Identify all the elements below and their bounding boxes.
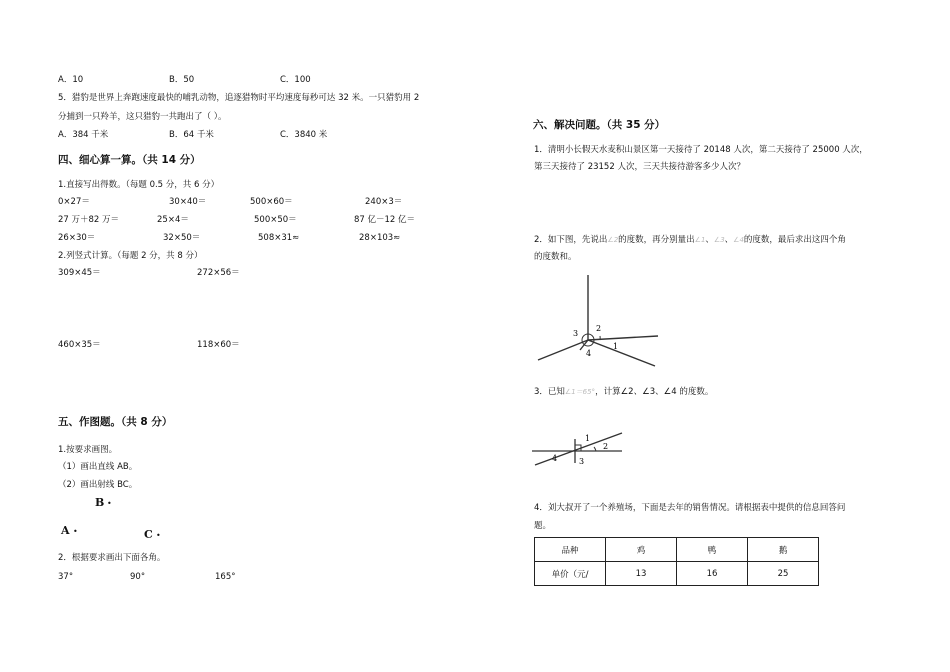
point-a-label: A xyxy=(61,524,70,537)
section5-title: 五、作图题。（共 8 分） xyxy=(58,416,173,428)
table-cell: 13 xyxy=(606,562,677,586)
q4-option-c: C．100 xyxy=(280,75,311,85)
vertical-calc: 118×60＝ xyxy=(197,340,240,350)
fig1-label-2: 2 xyxy=(596,324,602,333)
q1-line1: 1．清明小长假天水麦积山景区第一天接待了 20148 人次，第二天接待了 25000 人次， xyxy=(534,145,868,155)
table-header-cell: 品种 xyxy=(535,538,606,562)
calc-cell: 240×3＝ xyxy=(365,197,403,207)
table-row xyxy=(535,562,819,586)
calc-cell: 26×30＝ xyxy=(58,233,96,243)
fig2-label-1: 1 xyxy=(585,434,591,443)
q5-text-line2: 分捕到一只羚羊，这只猎豹一共跑出了（ ）。 xyxy=(58,112,227,122)
sales-table xyxy=(534,537,819,586)
angle-37: 37° xyxy=(58,572,74,582)
section4-q2: 2.列竖式计算。（每题 2 分，共 8 分） xyxy=(58,251,203,261)
section5-q1a: （1）画出直线 AB。 xyxy=(58,462,138,472)
angle-figure-1 xyxy=(530,270,670,370)
table-header-row xyxy=(535,538,819,562)
angle-figure-2 xyxy=(530,425,630,475)
calc-cell: 500×50＝ xyxy=(254,215,297,225)
calc-cell: 32×50＝ xyxy=(163,233,201,243)
section4-title: 四、细心算一算。（共 14 分） xyxy=(58,154,201,166)
table-cell: 16 xyxy=(677,562,748,586)
calc-cell: 27 万＋82 万＝ xyxy=(58,215,120,225)
section5-q1: 1.按要求画图。 xyxy=(58,445,118,455)
calc-cell: 500×60＝ xyxy=(250,197,293,207)
fig2-label-4: 4 xyxy=(552,454,558,463)
table-header-cell: 鸭 xyxy=(677,538,748,562)
section4-q1: 1.直接写出得数。（每题 0.5 分，共 6 分） xyxy=(58,180,220,190)
q4-option-a: A．10 xyxy=(58,75,84,85)
fig1-label-4: 4 xyxy=(586,349,592,358)
angle-165: 165° xyxy=(215,572,236,582)
table-header-cell: 鸡 xyxy=(606,538,677,562)
fig2-label-2: 2 xyxy=(603,442,609,451)
q5-option-a: A．384 千米 xyxy=(58,130,109,140)
calc-cell: 25×4＝ xyxy=(157,215,189,225)
q5-option-b: B．64 千米 xyxy=(169,130,214,140)
section6-title: 六、解决问题。（共 35 分） xyxy=(533,119,666,131)
q5-option-c: C．3840 米 xyxy=(280,130,328,140)
table-header-cell: 鹅 xyxy=(748,538,819,562)
fig1-label-1: 1 xyxy=(613,342,619,351)
q5-text-line1: 5．猎豹是世界上奔跑速度最快的哺乳动物，追逐猎物时平均速度每秒可达 32 米。一只猎豹用 2 xyxy=(58,93,420,103)
table-cell: 25 xyxy=(748,562,819,586)
vertical-calc: 309×45＝ xyxy=(58,268,101,278)
vertical-calc: 272×56＝ xyxy=(197,268,240,278)
calc-cell: 508×31≈ xyxy=(258,233,300,243)
q1-line2: 第三天接待了 23152 人次，三天共接待游客多少人次？ xyxy=(534,162,745,172)
point-c-dot: • xyxy=(156,531,161,540)
vertical-calc: 460×35＝ xyxy=(58,340,101,350)
point-a-dot: • xyxy=(73,527,78,536)
calc-cell: 28×103≈ xyxy=(359,233,401,243)
angle-90: 90° xyxy=(130,572,146,582)
point-b-dot: • xyxy=(107,499,112,508)
fig1-label-3: 3 xyxy=(573,329,579,338)
table-cell: 单价（元/ xyxy=(535,562,606,586)
calc-cell: 30×40＝ xyxy=(169,197,207,207)
point-b-label: B xyxy=(95,496,105,509)
point-c-label: C xyxy=(144,528,153,541)
q2-line1: 2．如下图，先说出∠2的度数，再分别量出∠1、∠3、∠4的度数，最后求出这四个角 xyxy=(534,235,846,245)
q4-line2: 题。 xyxy=(534,521,552,531)
calc-cell: 87 亿－12 亿＝ xyxy=(354,215,416,225)
q4-option-b: B．50 xyxy=(169,75,195,85)
section5-q2: 2．根据要求画出下面各角。 xyxy=(58,553,166,563)
calc-cell: 0×27＝ xyxy=(58,197,90,207)
q4-line1: 4．刘大叔开了一个养殖场，下面是去年的销售情况。请根据表中提供的信息回答问 xyxy=(534,503,846,513)
q2-line2: 的度数和。 xyxy=(534,252,577,262)
q3-line: 3．已知∠1＝65°，计算∠2、∠3、∠4 的度数。 xyxy=(534,387,714,397)
section5-q1b: （2）画出射线 BC。 xyxy=(58,480,138,490)
fig2-label-3: 3 xyxy=(579,457,585,466)
